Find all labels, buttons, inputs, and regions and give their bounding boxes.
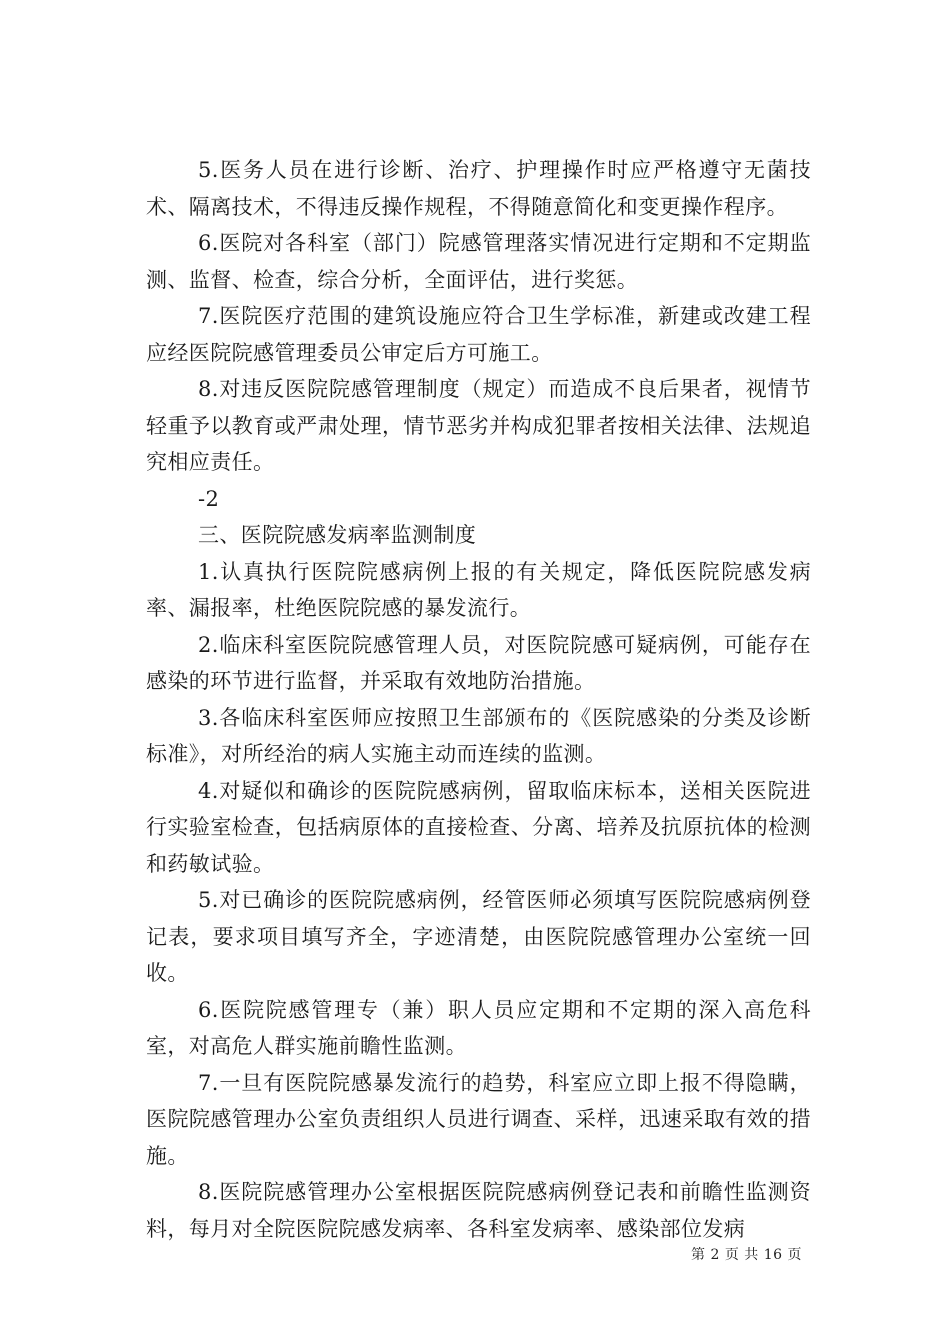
paragraph-rule-5: 5.医务人员在进行诊断、治疗、护理操作时应严格遵守无菌技术、隔离技术，不得违反操作规程，不得随意简化和变更操作程序。: [146, 158, 811, 219]
paragraph-monitor-1: 1.认真执行医院院感病例上报的有关规定，降低医院院感发病率、漏报率，杜绝医院院感的暴发流行。: [146, 559, 811, 620]
document-body: [146, 152, 811, 1247]
paragraph-monitor-4: 4.对疑似和确诊的医院院感病例，留取临床标本，送相关医院进行实验室检查，包括病原体的直接检查、分离、培养及抗原抗体的检测和药敏试验。: [146, 778, 811, 876]
paragraph-monitor-3: 3.各临床科室医师应按照卫生部颁布的《医院感染的分类及诊断标准》，对所经治的病人实施主动而连续的监测。: [146, 705, 811, 766]
section-heading: 三、医院院感发病率监测制度: [198, 523, 477, 547]
paragraph-rule-7: 7.医院医疗范围的建筑设施应符合卫生学标准，新建或改建工程应经医院院感管理委员公审定后方可施工。: [146, 304, 811, 365]
paragraph-monitor-7: 7.一旦有医院院感暴发流行的趋势，科室应立即上报不得隐瞒，医院院感管理办公室负责组织人员进行调查、采样，迅速采取有效的措施。: [146, 1070, 811, 1168]
paragraph-rule-8: 8.对违反医院院感管理制度（规定）而造成不良后果者，视情节轻重予以教育或严肃处理，情节恶劣并构成犯罪者按相关法律、法规追究相应责任。: [146, 377, 811, 474]
page-footer: 第 2 页 共 16 页: [691, 1247, 802, 1263]
paragraph-monitor-8: 8.医院院感管理办公室根据医院院感病例登记表和前瞻性监测资料，每月对全院医院院感发病率、各科室发病率、感染部位发病: [146, 1180, 811, 1241]
inline-page-marker: -2: [198, 486, 220, 511]
paragraph-monitor-5: 5.对已确诊的医院院感病例，经管医师必须填写医院院感病例登记表，要求项目填写齐全，字迹清楚，由医院院感管理办公室统一回收。: [146, 888, 811, 985]
paragraph-monitor-6: 6.医院院感管理专（兼）职人员应定期和不定期的深入高危科室，对高危人群实施前瞻性监测。: [146, 997, 811, 1058]
paragraph-rule-6: 6.医院对各科室（部门）院感管理落实情况进行定期和不定期监测、监督、检查，综合分析，全面评估，进行奖惩。: [146, 231, 811, 292]
paragraph-monitor-2: 2.临床科室医院院感管理人员，对医院院感可疑病例，可能存在感染的环节进行监督，并采取有效地防治措施。: [146, 632, 811, 693]
